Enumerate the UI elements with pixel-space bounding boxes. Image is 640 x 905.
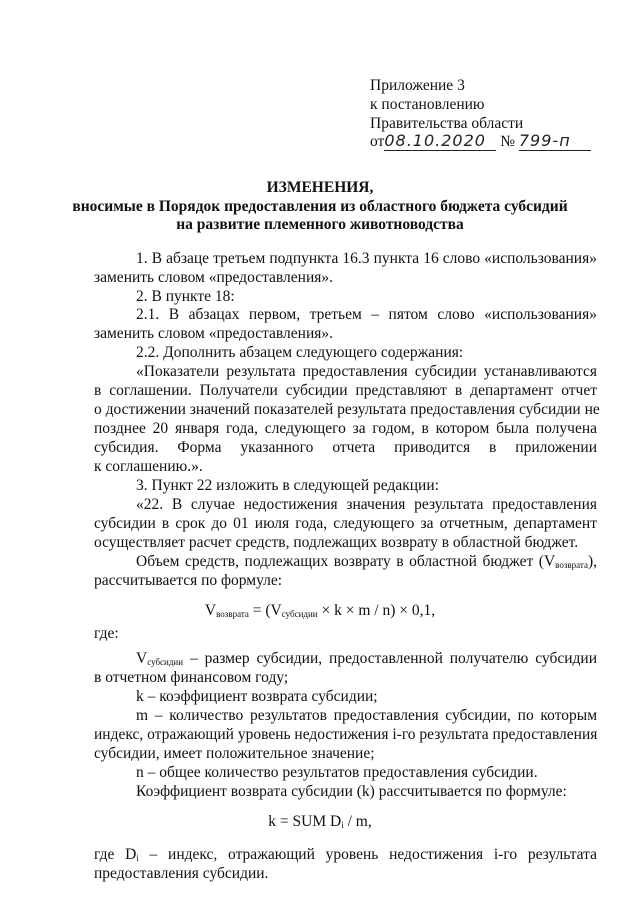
quote-line-5: субсидия. Форма указанного отчета приводится в приложении [94,439,597,456]
formula-k: k = SUM $D_i$ / m, [268,813,372,830]
paragraph-1-line-2: заменить словом «предоставления». [94,269,334,286]
m-definition-line-1: m – количество результатов предоставления субсидии, по которым [136,707,597,724]
appendix-label: Приложение 3 [370,77,465,94]
m-definition-line-3: субсидии, имеет положительное значение; [94,745,375,762]
document-title: ИЗМЕНЕНИЯ, [266,179,374,196]
date-number-line [370,131,591,151]
paragraph-1-line-1: 1. В абзаце третьем подпункта 16.3 пункта 16 слово «использования» [136,250,597,267]
where-label: где: [94,625,119,642]
formula-refund-volume: $V_{возврата} = (V_{субсидии} \times k \times m / n) \times 0,1$, [204,602,436,619]
paragraph-2-2: 2.2. Дополнить абзацем следующего содержания: [136,344,464,361]
quote-line-1: «Показатели результата предоставления субсидии устанавливаются [136,363,597,380]
paragraph-2-1-line-2: заменить словом «предоставления». [94,325,334,342]
handwritten-number: 799-п [519,131,591,151]
paragraph-2-1-line-1: 2.1. В абзацах первом, третьем – пятом слово «использования» [136,306,597,323]
document-subtitle-1: вносимые в Порядок предоставления из областного бюджета субсидий [72,198,568,215]
v-subsidy-definition: $V_{субсидии}$ – размер субсидии, предоставленной получателю субсидии [136,650,597,667]
k-definition: k – коэффициент возврата субсидии; [136,688,378,705]
document-subtitle-2: на развитие племенного животноводства [176,216,464,233]
v-subsidy-definition-2: в отчетном финансовом году; [94,669,289,686]
government-label: Правительства области [370,115,524,132]
volume-line-2: рассчитывается по формуле: [94,572,283,589]
point-22-line-3: осуществляет расчет средств, подлежащих возврату в областной бюджет. [94,534,579,551]
paragraph-2: 2. В пункте 18: [136,288,235,305]
handwritten-date: 08.10.2020 [384,131,496,151]
di-definition-line-2: предоставления субсидии. [94,865,269,882]
quote-line-6: к соглашению.». [94,458,203,475]
n-definition: n – общее количество результатов предоставления субсидии. [136,764,538,781]
point-22-line-1: «22. В случае недостижения значения результата предоставления [136,496,597,513]
number-prefix: № [500,133,515,150]
di-definition-line-1: где $D_i$ – индекс, отражающий уровень недостижения i-го результата [94,846,597,863]
k-formula-intro: Коэффициент возврата субсидии (k) рассчитывается по формуле: [136,783,567,800]
quote-line-3: о достижении значений показателей результата предоставления субсидии не [94,401,600,418]
m-definition-line-2: индекс, отражающий уровень недостижения i-го результата предоставления [94,726,598,743]
volume-line-1: Объем средств, подлежащих возврату в областной бюджет $(V_{возврата})$, [136,553,597,570]
point-22-line-2: субсидии в срок до 01 июля года, следующего за отчетным, департамент [94,515,597,532]
date-prefix: от [370,133,385,150]
resolution-label: к постановлению [370,96,485,113]
quote-line-2: в соглашении. Получатели субсидии представляют в департамент отчет [94,382,597,399]
quote-line-4: позднее 20 января года, следующего за годом, в котором была получена [94,420,597,437]
paragraph-3: 3. Пункт 22 изложить в следующей редакции: [136,477,439,494]
